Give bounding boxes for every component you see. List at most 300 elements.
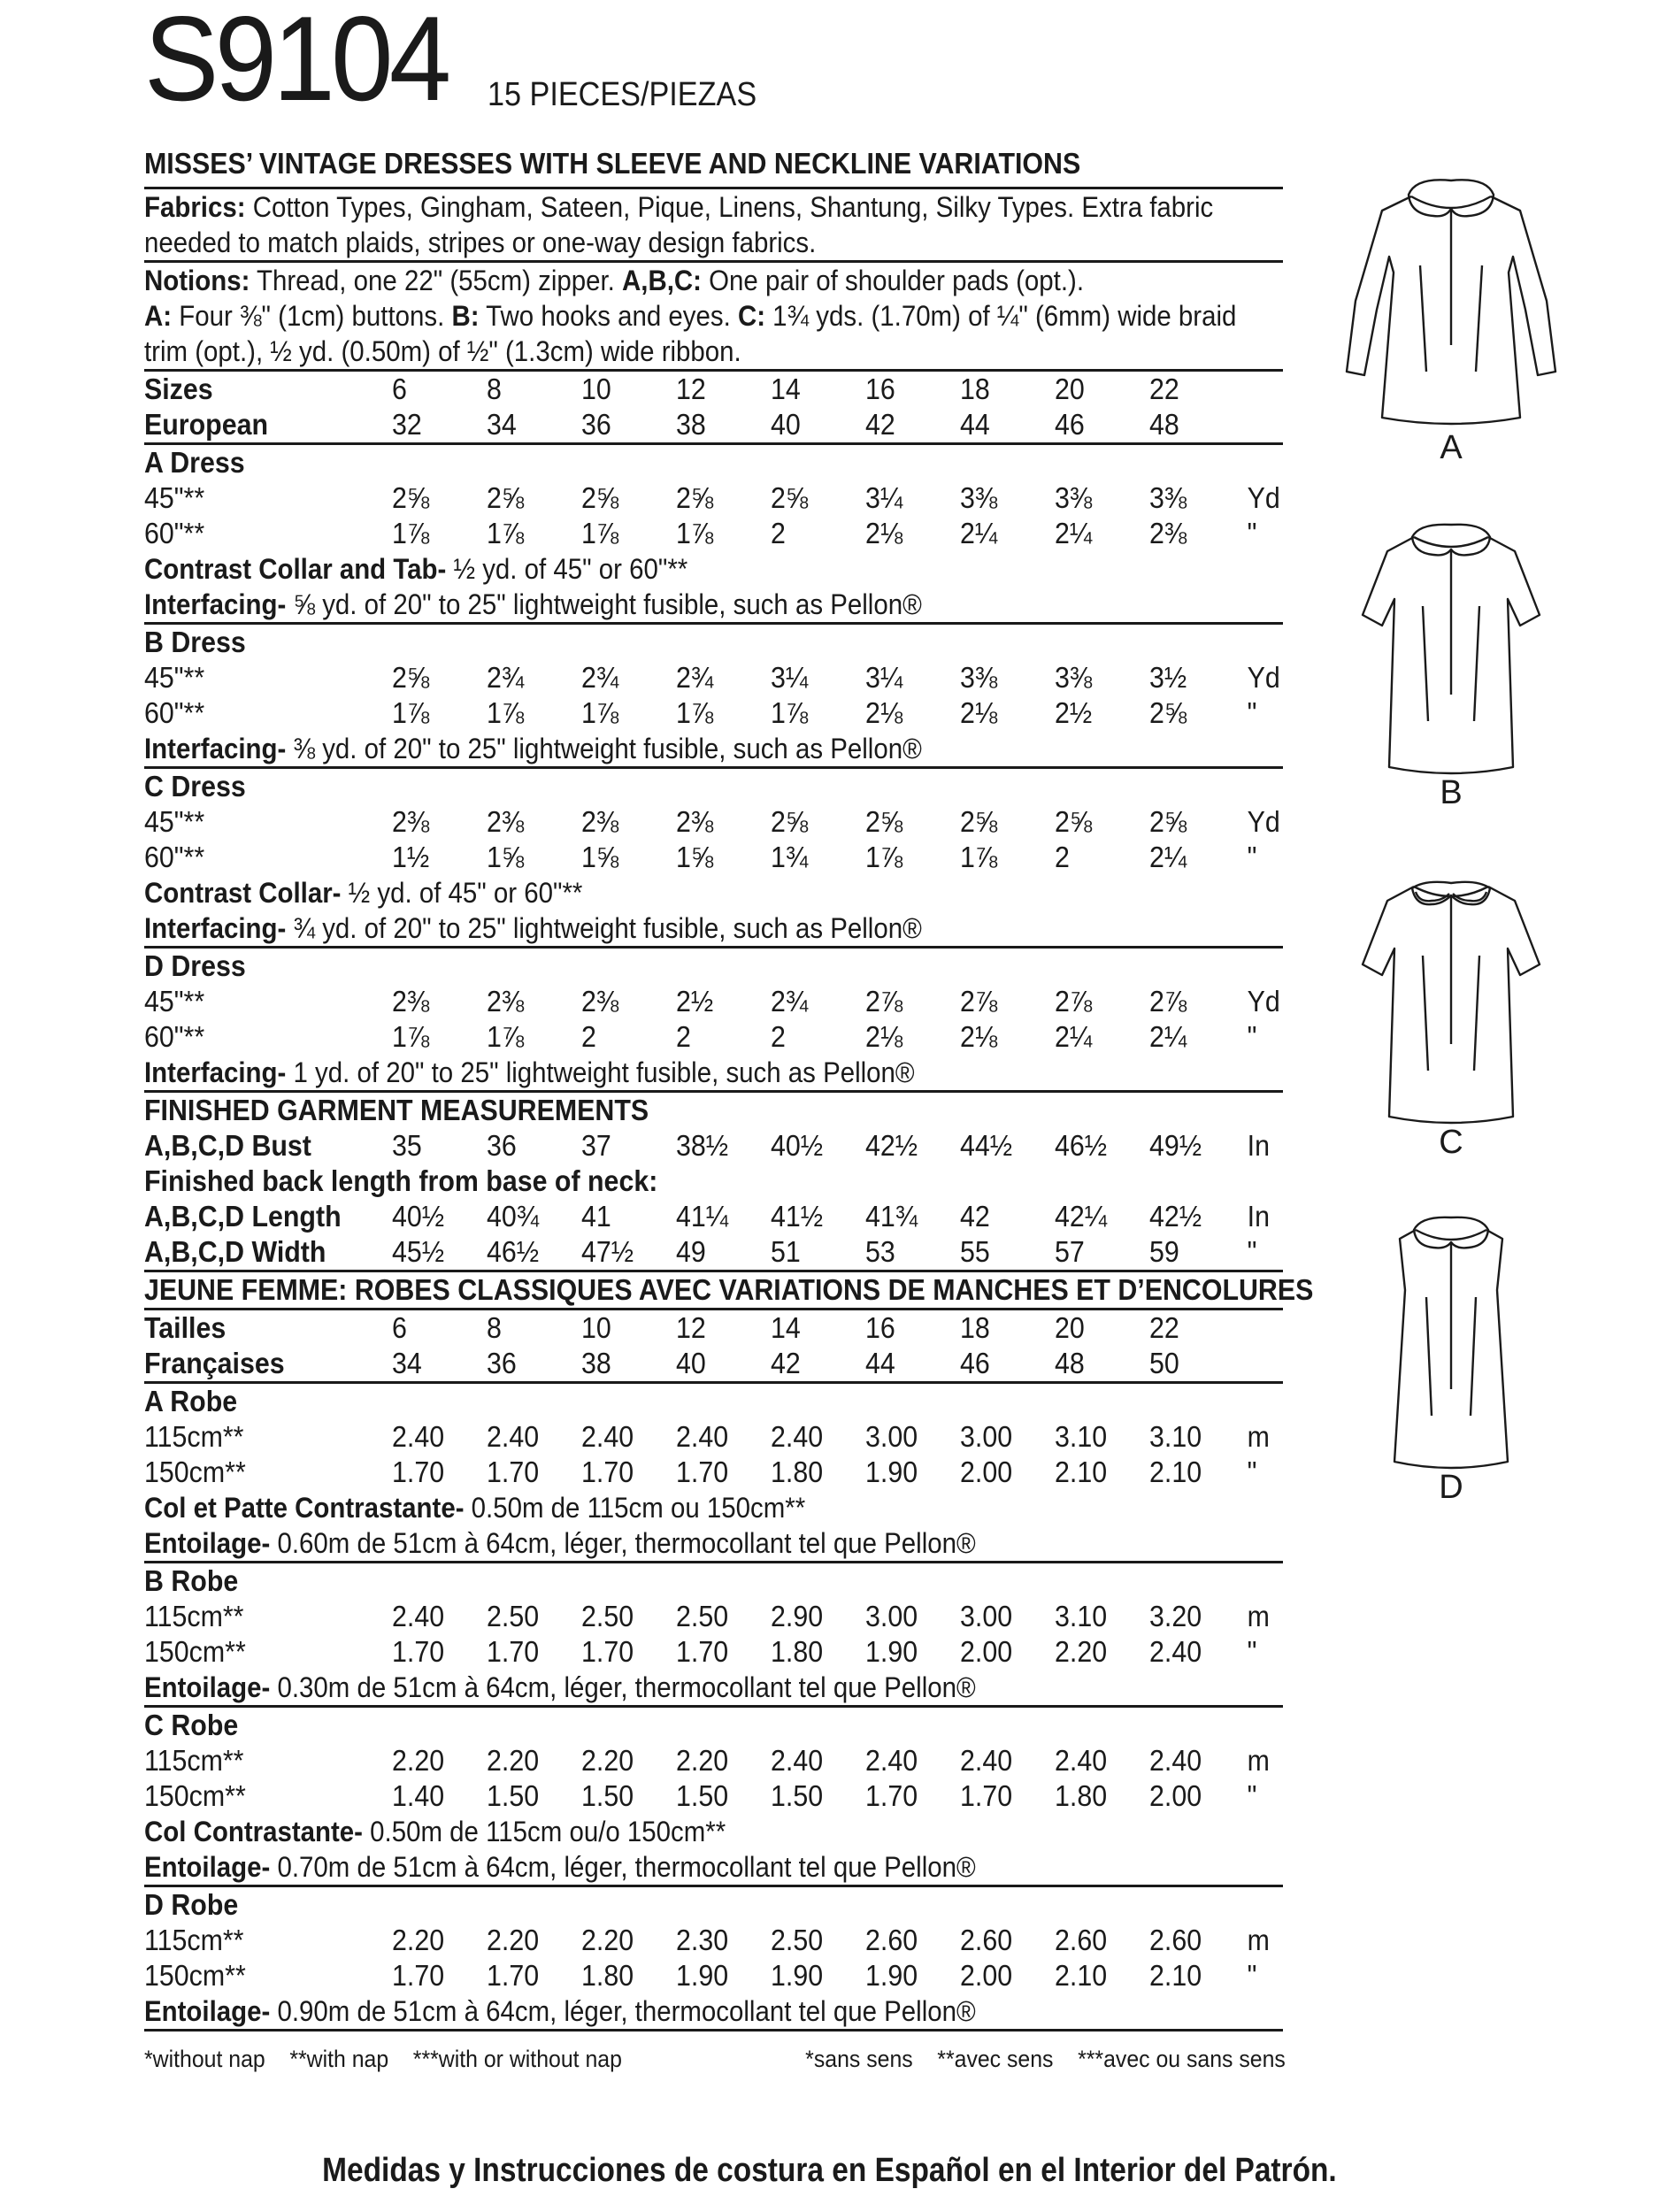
width-label: 45"** [144,481,205,514]
yardage-value: 3⅜ [960,661,998,694]
yardage-value: 2⅞ [1055,985,1093,1018]
view-d-illustration [1327,1212,1575,1506]
yardage-value: 2⅛ [865,1020,903,1053]
yardage-value: 2.60 [1149,1924,1202,1956]
yardage-value: 1.70 [392,1455,445,1488]
divider [144,2029,1283,2032]
taille-value: 16 [865,1311,895,1344]
yardage-value: 3⅜ [1055,481,1093,514]
notions-line-1: Notions: Thread, one 22" (55cm) zipper. A,B,C: One pair of shoulder pads (opt.). [144,265,1084,296]
yardage-value: 2.00 [960,1455,1013,1488]
robe_a-note: Entoilage- 0.60m de 51cm à 64cm, léger, thermocollant tel que Pellon® [144,1527,976,1559]
francaise-value: 46 [960,1347,990,1379]
yardage-value: 2⅜ [581,805,619,838]
yardage-value: 1⅝ [581,841,619,873]
yardage-value: 2⅜ [392,805,430,838]
yardage-value: 1¾ [771,841,809,873]
yardage-value: 2.20 [392,1744,445,1777]
yardage-value: 2⅝ [771,805,809,838]
yardage-value: 2¼ [1149,1020,1187,1053]
width-label: 60"** [144,517,205,549]
width-value: 57 [1055,1235,1085,1268]
width-label: 115cm** [144,1420,244,1453]
yardage-value: 2⅝ [1149,696,1187,729]
yardage-value: 1.70 [581,1455,634,1488]
robe_b-title: B Robe [144,1564,239,1597]
yardage-value: 1.80 [581,1959,634,1992]
width-value: 47½ [581,1235,634,1268]
francaise-value: 44 [865,1347,895,1379]
length-value: 41¼ [676,1200,729,1233]
yardage-value: 1.50 [676,1779,729,1812]
bust-value: 49½ [1149,1129,1202,1162]
yardage-value: 2.20 [487,1744,540,1777]
size-value: 22 [1149,373,1179,405]
bust-value: 46½ [1055,1129,1108,1162]
dress_c-note: Interfacing- ¾ yd. of 20" to 25" lightweight fusible, such as Pellon® [144,912,922,944]
taille-value: 18 [960,1311,990,1344]
taille-value: 10 [581,1311,611,1344]
pattern-sheet [144,0,1314,2073]
yardage-value: 2⅜ [487,985,525,1018]
yardage-value: 2⅝ [676,481,714,514]
bust-value: 36 [487,1129,517,1162]
sizes-label: Sizes [144,373,213,405]
yardage-value: 3.10 [1149,1420,1202,1453]
francaise-value: 34 [392,1347,422,1379]
width-label: 60"** [144,841,205,873]
notions-line-3: trim (opt.), ½ yd. (0.50m) of ½" (1.3cm) wide ribbon. [144,335,741,367]
dress_c-note: Contrast Collar- ½ yd. of 45" or 60"** [144,877,583,909]
unit: m [1247,1420,1270,1453]
yardage-value: 1.70 [960,1779,1013,1812]
yardage-value: 3½ [1149,661,1187,694]
yardage-value: 2.40 [1149,1635,1202,1668]
yardage-value: 1.70 [676,1455,729,1488]
yardage-value: 2.20 [581,1924,634,1956]
european-size: 40 [771,408,801,441]
bust-value: 44½ [960,1129,1013,1162]
unit: " [1247,841,1257,873]
yardage-value: 2.10 [1149,1959,1202,1992]
yardage-value: 3.00 [865,1600,918,1632]
yardage-value: 2½ [676,985,714,1018]
european-size: 46 [1055,408,1085,441]
length-value: 41¾ [865,1200,918,1233]
yardage-value: 2.40 [676,1420,729,1453]
width-label: 45"** [144,661,205,694]
unit: m [1247,1744,1270,1777]
robe_a-title: A Robe [144,1385,238,1417]
yardage-value: 2⅝ [865,805,903,838]
width-label: 150cm** [144,1635,246,1668]
unit: m [1247,1924,1270,1956]
yardage-value: 2⅛ [865,696,903,729]
width-label: 115cm** [144,1744,244,1777]
francaise-value: 42 [771,1347,801,1379]
yardage-value: 1.70 [487,1455,540,1488]
pattern-number: S9104 [144,0,448,126]
yardage-value: 2⅜ [1149,517,1187,549]
bust-value: 42½ [865,1129,918,1162]
yardage-value: 2.20 [581,1744,634,1777]
footnote-french: *sans sens **avec sens ***avec ou sans sens [805,2046,1286,2072]
yardage-value: 2⅜ [392,985,430,1018]
yardage-value: 3¼ [865,481,903,514]
yardage-value: 1⅞ [487,1020,525,1053]
view-b-illustration [1327,518,1575,811]
size-value: 14 [771,373,801,405]
width-value: 45½ [392,1235,445,1268]
back-length-title: Finished back length from base of neck: [144,1164,658,1197]
taille-value: 14 [771,1311,801,1344]
dress_a-title: A Dress [144,446,245,479]
yardage-value: 2.40 [771,1744,824,1777]
yardage-value: 2 [1055,841,1070,873]
robe_a-note: Col et Patte Contrastante- 0.50m de 115cm ou 150cm** [144,1492,806,1524]
tailles-label: Tailles [144,1311,227,1344]
unit: " [1247,1235,1257,1268]
dress_a-note: Contrast Collar and Tab- ½ yd. of 45" or 60"** [144,553,688,585]
yardage-value: 1⅞ [581,517,619,549]
yardage-value: 2.40 [581,1420,634,1453]
unit: Yd [1247,805,1280,838]
yardage-value: 2.20 [1055,1635,1108,1668]
view-a-illustration [1327,168,1575,466]
european-label: European [144,408,269,441]
yardage-value: 1.90 [771,1959,824,1992]
fabrics-line-1: Fabrics: Cotton Types, Gingham, Sateen, Pique, Linens, Shantung, Silky Types. Extra fabric [144,191,1214,223]
yardage-value: 1⅞ [392,1020,430,1053]
yardage-value: 2.40 [771,1420,824,1453]
yardage-value: 1⅝ [487,841,525,873]
french-sizes-table [144,1310,1286,1381]
yardage-value: 2⅝ [392,481,430,514]
sizes-table [144,372,1286,442]
yardage-value: 3.20 [1149,1600,1202,1632]
european-size: 44 [960,408,990,441]
size-value: 16 [865,373,895,405]
yardage-value: 2.40 [1149,1744,1202,1777]
spanish-instructions-note [0,2152,1659,2190]
yardage-value: 2⅝ [1055,805,1093,838]
french-title: JEUNE FEMME: ROBES CLASSIQUES AVEC VARIATIONS DE MANCHES ET D’ENCOLURES [144,1273,1314,1306]
pattern-title: MISSES’ VINTAGE DRESSES WITH SLEEVE AND NECKLINE VARIATIONS [144,147,1081,180]
dress_c-title: C Dress [144,770,246,803]
yardage-value: 2.50 [581,1600,634,1632]
yardage-value: 2.30 [676,1924,729,1956]
francaise-value: 40 [676,1347,706,1379]
francaise-value: 38 [581,1347,611,1379]
yardage-value: 2.20 [487,1924,540,1956]
yardage-value: 2.00 [960,1635,1013,1668]
yardage-value: 1.50 [581,1779,634,1812]
dress_b-note: Interfacing- ⅜ yd. of 20" to 25" lightweight fusible, such as Pellon® [144,733,922,764]
yardage-value: 2.00 [1149,1779,1202,1812]
yardage-value: 2.60 [1055,1924,1108,1956]
width-label: 45"** [144,985,205,1018]
robe_a-yardage-table [144,1419,1286,1490]
unit: " [1247,1959,1257,1992]
yardage-value: 3.00 [960,1600,1013,1632]
width-label: 60"** [144,696,205,729]
notions-line-2: A: Four ⅜" (1cm) buttons. B: Two hooks and eyes. C: 1¾ yds. (1.70m) of ¼" (6mm) wide braid [144,300,1237,332]
european-size: 36 [581,408,611,441]
width-label: 115cm** [144,1924,244,1956]
length-value: 42 [960,1200,990,1233]
yardage-value: 2⅝ [960,805,998,838]
yardage-value: 1⅞ [487,517,525,549]
yardage-value: 2.00 [960,1959,1013,1992]
yardage-value: 2¾ [487,661,525,694]
unit: Yd [1247,985,1280,1018]
unit: In [1247,1129,1271,1162]
yardage-value: 2¾ [581,661,619,694]
size-value: 20 [1055,373,1085,405]
dress_b-title: B Dress [144,626,246,658]
footnotes [144,2046,1286,2073]
yardage-value: 2.20 [676,1744,729,1777]
piece-count: 15 PIECES/PIEZAS [488,76,757,113]
yardage-value: 3⅜ [960,481,998,514]
yardage-value: 2⅝ [487,481,525,514]
yardage-value: 2⅝ [392,661,430,694]
robe_c-note: Entoilage- 0.70m de 51cm à 64cm, léger, thermocollant tel que Pellon® [144,1851,976,1883]
spanish-note-text: Medidas y Instrucciones de costura en Español en el Interior del Patrón. [322,2152,1337,2189]
yardage-value: 1⅞ [581,696,619,729]
width-label: 115cm** [144,1600,244,1632]
yardage-value: 3.00 [960,1420,1013,1453]
yardage-value: 2⅛ [960,1020,998,1053]
yardage-value: 1⅞ [865,841,903,873]
robe_d-note: Entoilage- 0.90m de 51cm à 64cm, léger, thermocollant tel que Pellon® [144,1995,976,2027]
robe_c-yardage-table [144,1743,1286,1814]
unit: " [1247,1455,1257,1488]
dress_b-yardage-table [144,660,1286,731]
length-value: 42½ [1149,1200,1202,1233]
yardage-value: 3.10 [1055,1420,1108,1453]
yardage-value: 1.90 [676,1959,729,1992]
yardage-value: 2¼ [1055,517,1093,549]
francaise-value: 36 [487,1347,517,1379]
width-label: A,B,C,D Width [144,1235,326,1268]
width-value: 46½ [487,1235,540,1268]
yardage-value: 1.70 [865,1779,918,1812]
width-value: 49 [676,1235,706,1268]
header [144,0,1286,180]
yardage-value: 2⅛ [960,696,998,729]
yardage-value: 1⅞ [487,696,525,729]
view-label-b: B [1440,774,1463,811]
yardage-value: 2.40 [865,1744,918,1777]
yardage-value: 1.70 [392,1635,445,1668]
yardage-value: 2¾ [771,985,809,1018]
yardage-value: 2⅝ [771,481,809,514]
size-value: 10 [581,373,611,405]
yardage-value: 3.00 [865,1420,918,1453]
dress_d-note: Interfacing- 1 yd. of 20" to 25" lightweight fusible, such as Pellon® [144,1056,915,1088]
yardage-value: 1.70 [581,1635,634,1668]
yardage-value: 1.70 [487,1959,540,1992]
unit: " [1247,1020,1257,1053]
yardage-value: 2.10 [1055,1959,1108,1992]
yardage-value: 2.60 [865,1924,918,1956]
yardage-value: 1.80 [1055,1779,1108,1812]
yardage-value: 1.50 [487,1779,540,1812]
yardage-value: 2.50 [487,1600,540,1632]
yardage-value: 1.70 [676,1635,729,1668]
yardage-value: 2⅞ [1149,985,1187,1018]
yardage-value: 1⅝ [676,841,714,873]
view-label-a: A [1440,429,1463,466]
size-value: 6 [392,373,407,405]
unit: In [1247,1200,1271,1233]
yardage-value: 3⅜ [1055,661,1093,694]
yardage-value: 1.80 [771,1635,824,1668]
yardage-value: 1⅞ [771,696,809,729]
yardage-value: 1.70 [487,1635,540,1668]
yardage-value: 3¼ [771,661,809,694]
width-value: 55 [960,1235,990,1268]
unit: " [1247,1635,1257,1668]
dress_a-note: Interfacing- ⅝ yd. of 20" to 25" lightweight fusible, such as Pellon® [144,588,922,620]
unit: " [1247,517,1257,549]
robe_b-note: Entoilage- 0.30m de 51cm à 64cm, léger, thermocollant tel que Pellon® [144,1671,976,1703]
yardage-value: 2 [676,1020,691,1053]
taille-value: 12 [676,1311,706,1344]
length-label: A,B,C,D Length [144,1200,342,1233]
fabrics-line-2: needed to match plaids, stripes or one-way design fabrics. [144,227,817,258]
yardage-value: 2¼ [960,517,998,549]
length-value: 40½ [392,1200,445,1233]
yardage-value: 2.40 [1055,1744,1108,1777]
yardage-value: 1⅞ [676,517,714,549]
size-value: 18 [960,373,990,405]
view-c-illustration [1327,867,1575,1161]
width-label: 150cm** [144,1455,246,1488]
yardage-value: 2.50 [771,1924,824,1956]
robe_c-title: C Robe [144,1709,239,1741]
length-width-table [144,1199,1286,1270]
yardage-value: 2⅝ [1149,805,1187,838]
yardage-value: 2⅜ [487,805,525,838]
length-value: 41½ [771,1200,824,1233]
bust-value: 37 [581,1129,611,1162]
yardage-value: 1.90 [865,1959,918,1992]
view-label-c: C [1439,1124,1463,1161]
dress_d-title: D Dress [144,949,246,982]
finished-measurements-table [144,1128,1286,1164]
yardage-value: 2.50 [676,1600,729,1632]
finished-measurements-title: FINISHED GARMENT MEASUREMENTS [144,1094,649,1126]
yardage-value: 3¼ [865,661,903,694]
european-size: 32 [392,408,422,441]
yardage-value: 1⅞ [392,696,430,729]
european-size: 38 [676,408,706,441]
robe_b-yardage-table [144,1599,1286,1670]
francaises-label: Françaises [144,1347,285,1379]
taille-value: 22 [1149,1311,1179,1344]
yardage-value: 2 [771,517,786,549]
yardage-value: 1.40 [392,1779,445,1812]
unit: Yd [1247,481,1280,514]
taille-value: 8 [487,1311,502,1344]
width-value: 53 [865,1235,895,1268]
yardage-value: 2.40 [487,1420,540,1453]
yardage-value: 1⅞ [676,696,714,729]
yardage-value: 1.80 [771,1455,824,1488]
yardage-value: 2 [771,1020,786,1053]
francaise-value: 48 [1055,1347,1085,1379]
width-label: 45"** [144,805,205,838]
yardage-value: 3⅜ [1149,481,1187,514]
yardage-value: 1⅞ [960,841,998,873]
yardage-value: 1.90 [865,1455,918,1488]
taille-value: 6 [392,1311,407,1344]
size-value: 12 [676,373,706,405]
yardage-value: 2⅜ [676,805,714,838]
robe_c-note: Col Contrastante- 0.50m de 115cm ou/o 150cm** [144,1816,726,1847]
dress_d-yardage-table [144,984,1286,1055]
yardage-value: 1.70 [392,1959,445,1992]
european-size: 48 [1149,408,1179,441]
yardage-value: 2⅞ [865,985,903,1018]
bust-value: 35 [392,1129,422,1162]
robe_d-yardage-table [144,1923,1286,1993]
footnote-english: *without nap **with nap ***with or without nap [144,2046,622,2072]
european-size: 34 [487,408,517,441]
width-label: 150cm** [144,1779,246,1812]
yardage-value: 1.50 [771,1779,824,1812]
unit: " [1247,1779,1257,1812]
unit: Yd [1247,661,1280,694]
yardage-value: 2⅝ [581,481,619,514]
yardage-value: 2.40 [960,1744,1013,1777]
yardage-value: 2¾ [676,661,714,694]
yardage-value: 2⅛ [865,517,903,549]
yardage-value: 2.90 [771,1600,824,1632]
bust-value: 40½ [771,1129,824,1162]
size-value: 8 [487,373,502,405]
yardage-value: 2 [581,1020,596,1053]
width-label: 150cm** [144,1959,246,1992]
yardage-value: 2.10 [1149,1455,1202,1488]
length-value: 42¼ [1055,1200,1108,1233]
yardage-value: 1.90 [865,1635,918,1668]
dress_c-yardage-table [144,804,1286,875]
yardage-value: 2⅜ [581,985,619,1018]
yardage-value: 2.20 [392,1924,445,1956]
yardage-value: 3.10 [1055,1600,1108,1632]
yardage-value: 2.60 [960,1924,1013,1956]
yardage-value: 2¼ [1055,1020,1093,1053]
unit: " [1247,696,1257,729]
yardage-value: 2⅞ [960,985,998,1018]
bust-label: A,B,C,D Bust [144,1129,311,1162]
yardage-value: 2.40 [392,1420,445,1453]
european-size: 42 [865,408,895,441]
width-value: 59 [1149,1235,1179,1268]
length-value: 40¾ [487,1200,540,1233]
bust-value: 38½ [676,1129,729,1162]
yardage-value: 1⅞ [392,517,430,549]
yardage-value: 2.10 [1055,1455,1108,1488]
unit: m [1247,1600,1270,1632]
yardage-value: 2.40 [392,1600,445,1632]
length-value: 41 [581,1200,611,1233]
width-value: 51 [771,1235,801,1268]
yardage-value: 2½ [1055,696,1093,729]
